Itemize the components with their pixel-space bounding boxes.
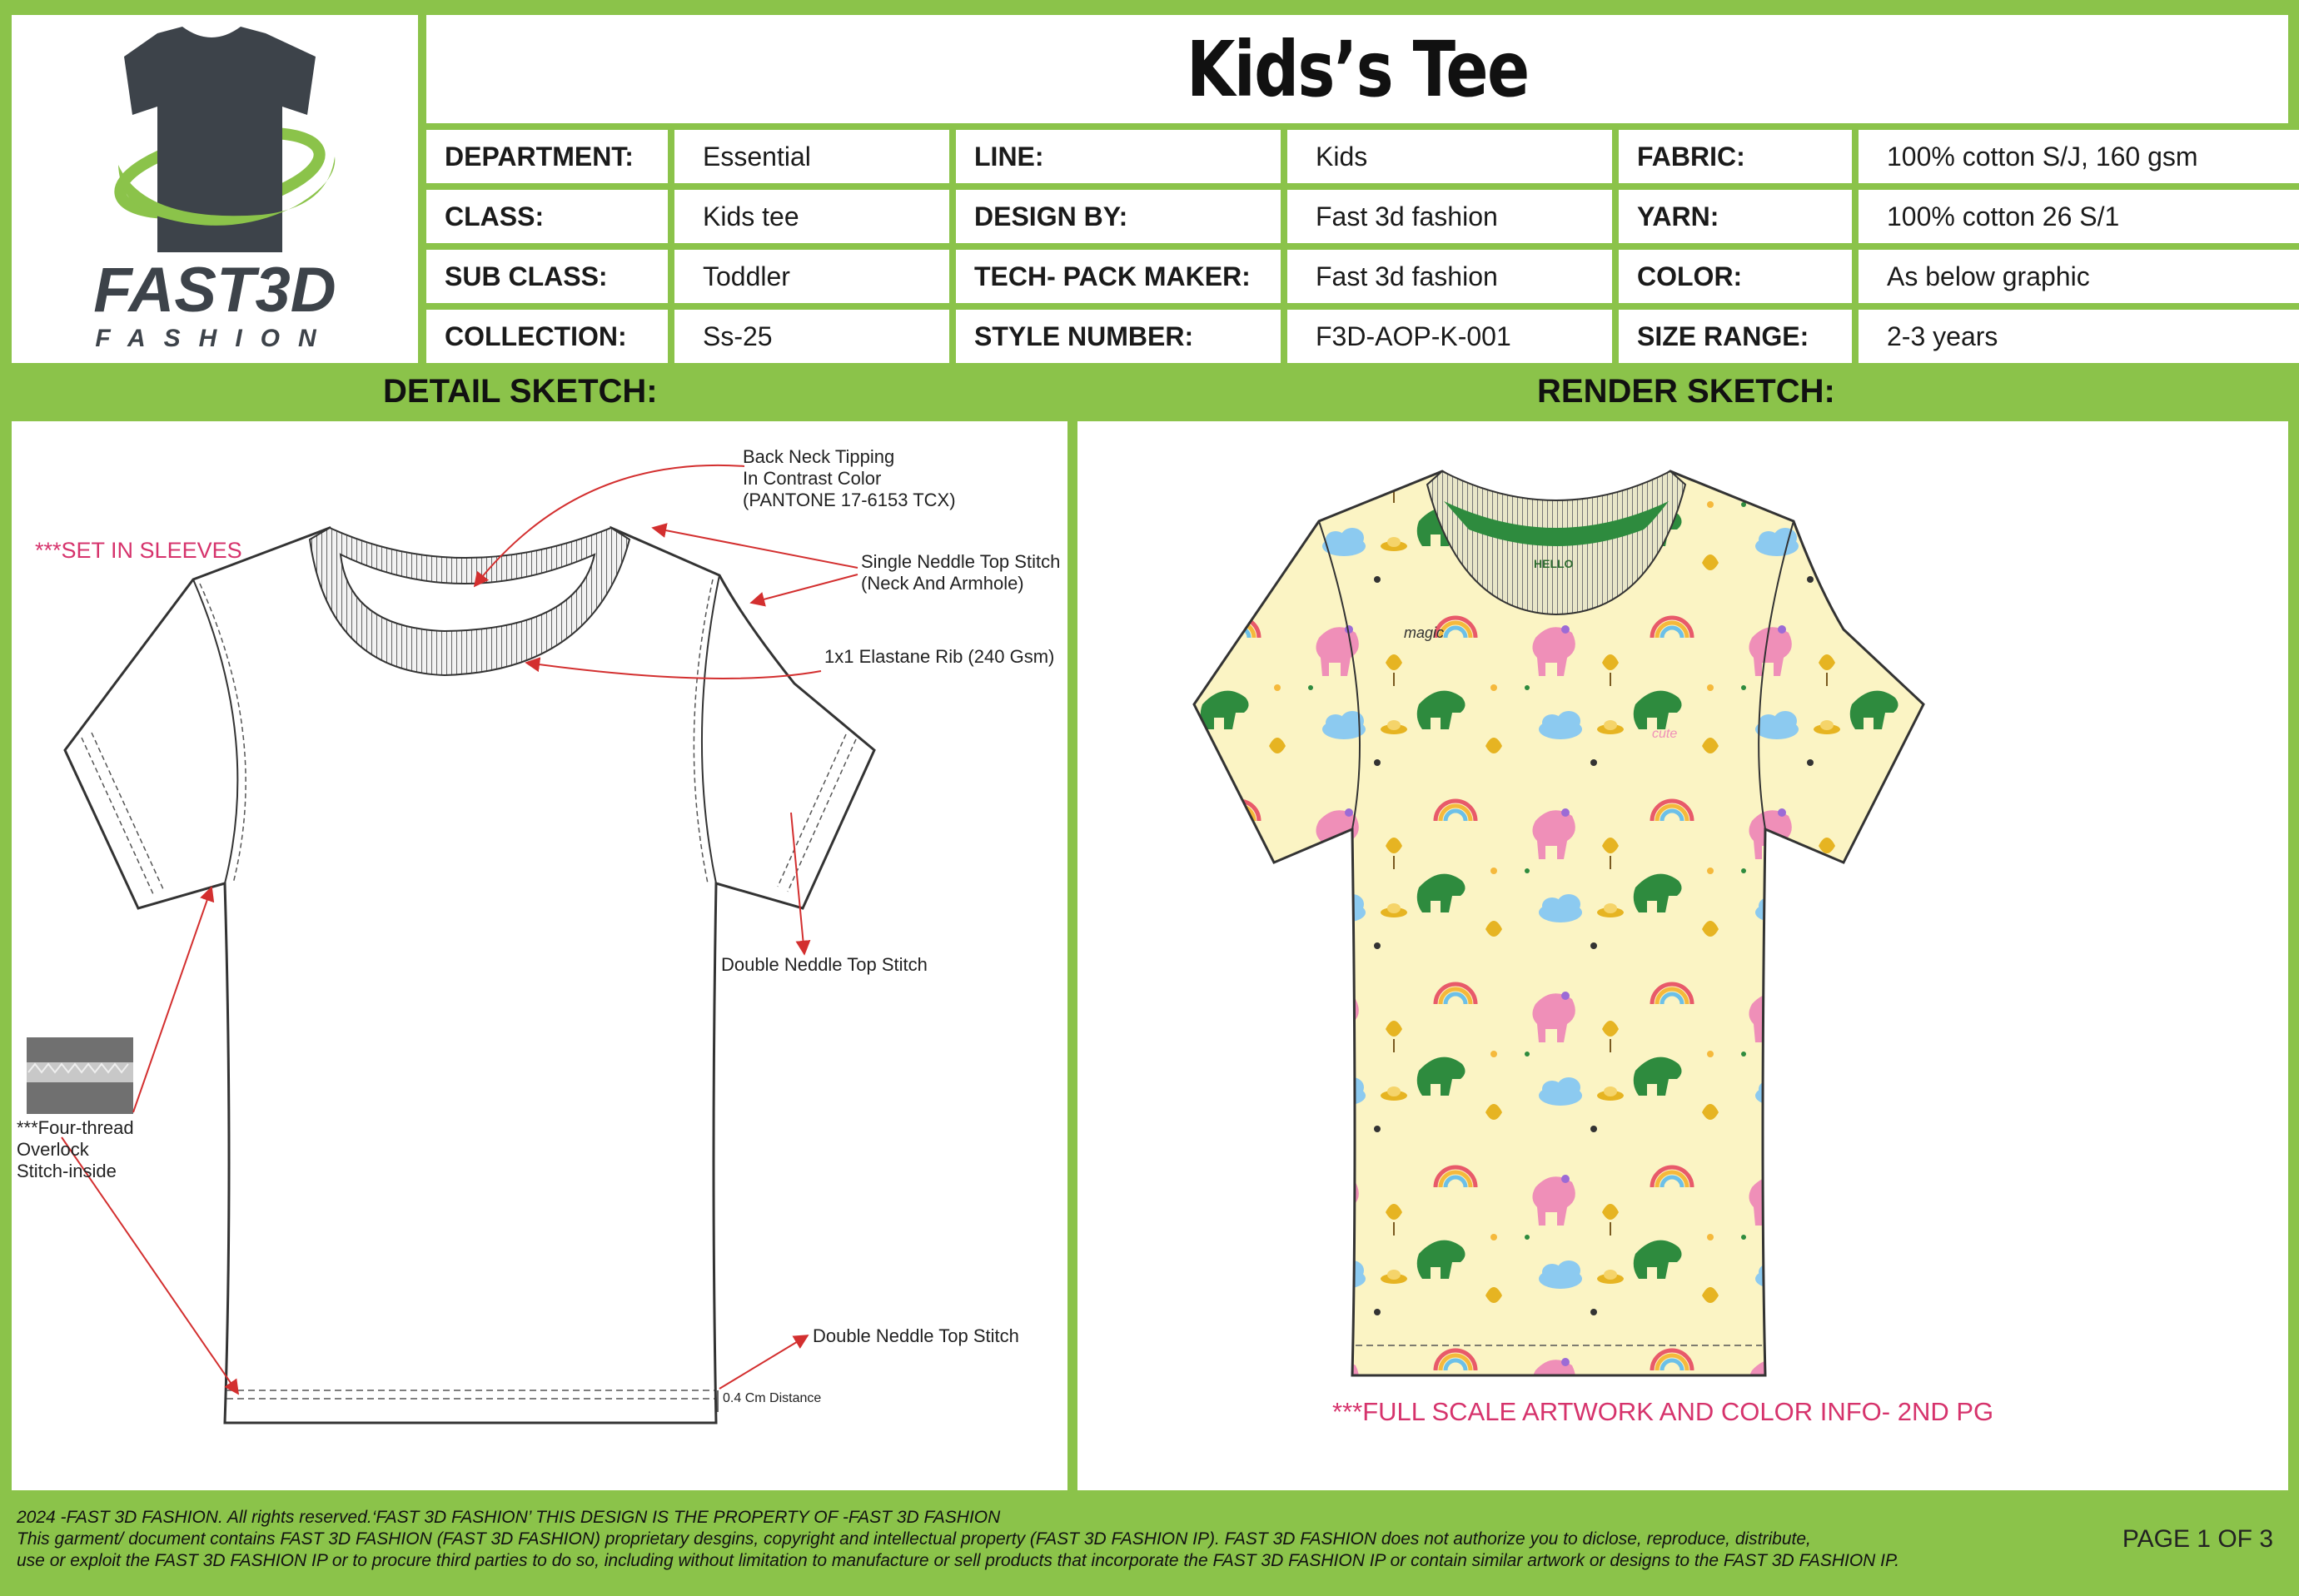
note-single-needle-2: (Neck And Armhole)	[861, 573, 1024, 594]
overlock-swatch	[27, 1037, 133, 1114]
note-distance: 0.4 Cm Distance	[723, 1391, 822, 1405]
note-overlock-2: Overlock	[17, 1139, 89, 1160]
footer-line-2: This garment/ document contains FAST 3D FASHION (FAST 3D FASHION) proprietary desgins, copyright and intellectual property (FAST 3D FASHION IP). FAST 3D FASHION does not authorize you to diclose, reproduce, distribute,	[17, 1529, 1811, 1549]
footer-line-1: 2024 -FAST 3D FASHION. All rights reserved.‘FAST 3D FASHION’ THIS DESIGN IS THE PROPERTY OF -FAST 3D FASHION	[17, 1508, 1001, 1527]
arrow-single-needle-armhole	[751, 574, 858, 603]
spec-value-tech-pack-maker: Fast 3d fashion	[1287, 250, 1612, 303]
note-back-neck-2: In Contrast Color	[743, 468, 882, 489]
spec-label-tech-pack-maker: TECH- PACK MAKER:	[956, 250, 1281, 303]
footer-line-3: use or exploit the FAST 3D FASHION IP or to procure third parties to do so, including without limitation to manufacture or sell products that incorporate the FAST 3D FASHION IP or contain similar artwork or designs to the FAST 3D FASHION IP.	[17, 1551, 1900, 1570]
footer-legal	[17, 1507, 1899, 1572]
note-overlock-1: ***Four-thread	[17, 1117, 134, 1138]
footer	[17, 1507, 2282, 1590]
spec-value-department: Essential	[674, 130, 949, 183]
arrow-overlock-armhole	[133, 887, 211, 1112]
spec-value-collection: Ss-25	[674, 310, 949, 363]
note-back-neck-3: (PANTONE 17-6153 TCX)	[743, 490, 956, 510]
logo-cell	[12, 15, 418, 363]
spec-label-sub-class: SUB CLASS:	[426, 250, 668, 303]
note-back-neck-1: Back Neck Tipping	[743, 446, 895, 467]
detail-sketch-drawing	[12, 421, 1067, 1490]
spec-label-department: DEPARTMENT:	[426, 130, 668, 183]
detail-sketch-heading: DETAIL SKETCH:	[383, 372, 658, 410]
page-number: PAGE 1 OF 3	[2122, 1525, 2273, 1553]
spec-label-line: LINE:	[956, 130, 1281, 183]
page-title: Kids’s Tee	[1186, 24, 1529, 114]
spec-label-style-number: STYLE NUMBER:	[956, 310, 1281, 363]
spec-label-design-by: DESIGN BY:	[956, 190, 1281, 243]
spec-value-class: Kids tee	[674, 190, 949, 243]
spec-value-yarn: 100% cotton 26 S/1	[1859, 190, 2299, 243]
fast3d-logo	[12, 15, 418, 363]
spec-value-line: Kids	[1287, 130, 1612, 183]
spec-label-yarn: YARN:	[1619, 190, 1852, 243]
spec-value-design-by: Fast 3d fashion	[1287, 190, 1612, 243]
note-single-needle-1: Single Neddle Top Stitch	[861, 551, 1061, 572]
note-full-scale: ***FULL SCALE ARTWORK AND COLOR INFO- 2ND PG	[1332, 1397, 1994, 1426]
note-rib: 1x1 Elastane Rib (240 Gsm)	[824, 646, 1055, 667]
spec-label-size-range: SIZE RANGE:	[1619, 310, 1852, 363]
spec-table	[426, 130, 2288, 363]
spec-value-style-number: F3D-AOP-K-001	[1287, 310, 1612, 363]
logo-brand-main: FAST3D	[93, 255, 336, 326]
detail-sketch-panel	[12, 421, 1067, 1490]
print-word-cute: cute	[1652, 727, 1678, 741]
spec-label-fabric: FABRIC:	[1619, 130, 1852, 183]
print-word-magic: magic	[1404, 624, 1445, 641]
print-word-hello: HELLO	[1534, 557, 1574, 570]
spec-value-color: As below graphic	[1859, 250, 2299, 303]
render-sketch-drawing	[1077, 421, 2288, 1490]
note-double-needle-sleeve: Double Neddle Top Stitch	[721, 954, 928, 975]
render-sketch-panel	[1077, 421, 2288, 1490]
spec-label-collection: COLLECTION:	[426, 310, 668, 363]
spec-value-size-range: 2-3 years	[1859, 310, 2299, 363]
spec-label-color: COLOR:	[1619, 250, 1852, 303]
render-sketch-heading: RENDER SKETCH:	[1537, 372, 1835, 410]
spec-value-fabric: 100% cotton S/J, 160 gsm	[1859, 130, 2299, 183]
spec-value-sub-class: Toddler	[674, 250, 949, 303]
arrow-double-needle-hem	[719, 1335, 808, 1389]
logo-brand-sub: FASHION	[95, 325, 335, 352]
note-set-in-sleeves: ***SET IN SLEEVES	[35, 538, 242, 563]
note-overlock-3: Stitch-inside	[17, 1161, 117, 1181]
title-cell	[426, 15, 2288, 123]
note-double-needle-hem: Double Neddle Top Stitch	[813, 1325, 1019, 1346]
spec-label-class: CLASS:	[426, 190, 668, 243]
